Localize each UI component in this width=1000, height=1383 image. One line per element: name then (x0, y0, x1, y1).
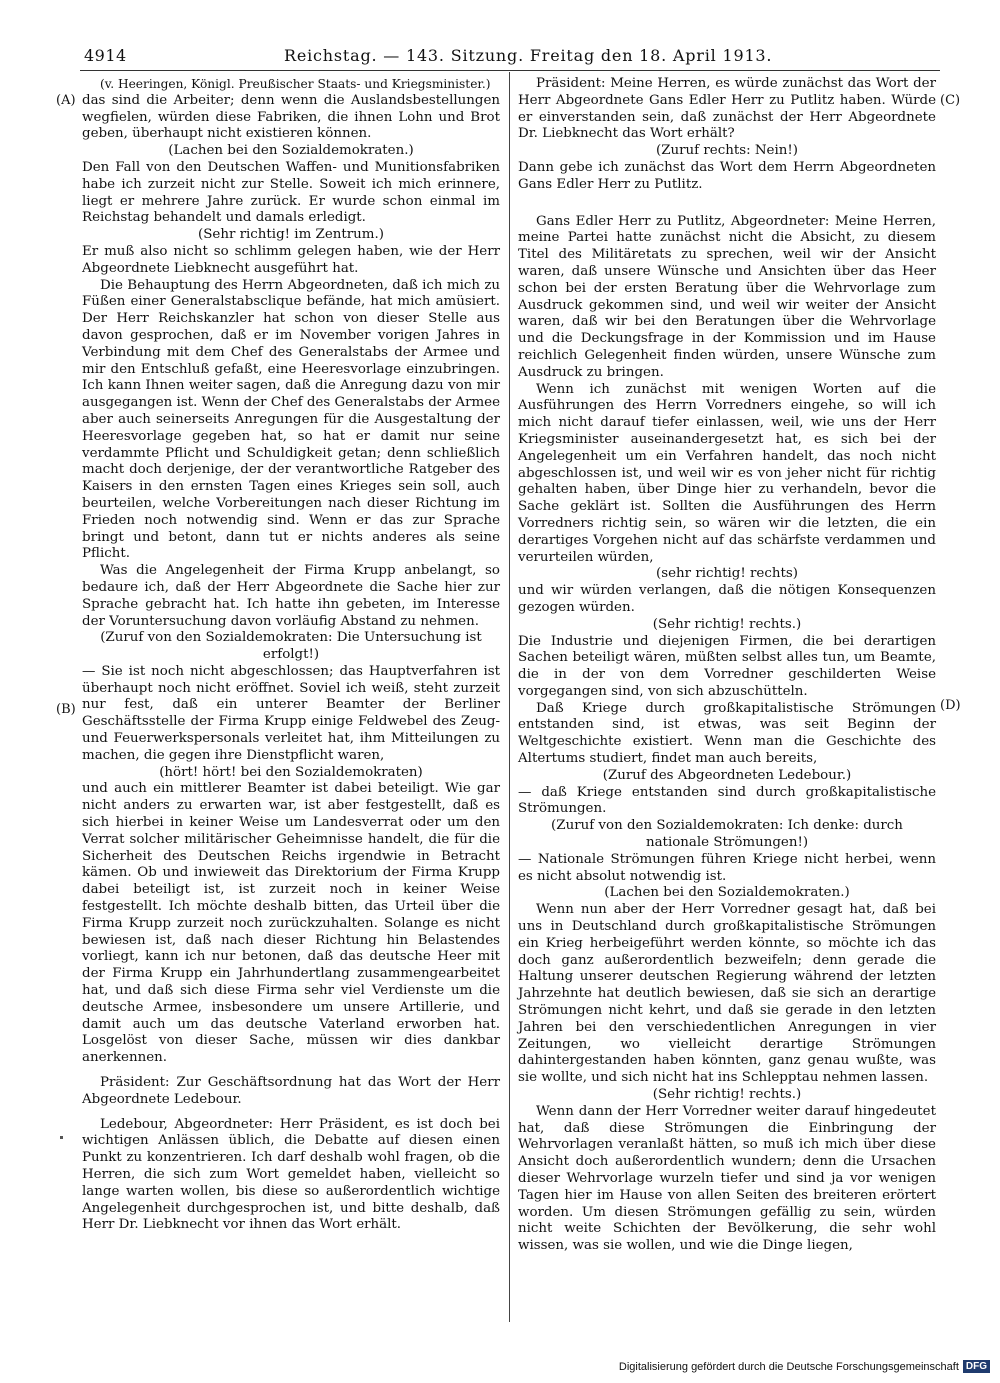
margin-tick (60, 1136, 63, 1139)
header-rule (80, 70, 940, 71)
right-paragraph: Dann gebe ich zunächst das Wort dem Herrn Abgeordneten Gans Edler Herr zu Putlitz. (518, 159, 936, 192)
footer-credit: Digitalisierung gefördert durch die Deutsche Forschungsgemeinschaft (618, 1360, 959, 1373)
left-paragraph: (hört! hört! bei den Sozialdemokraten) (159, 764, 423, 780)
footer (619, 1360, 990, 1373)
dfg-logo: DFG (963, 1360, 990, 1373)
page-header (84, 46, 936, 68)
left-paragraph: Er muß also nicht so schlimm gelegen haben, wie der Herr Abgeordnete Liebknecht ausgeführt hat. (82, 243, 500, 276)
page-number: 4914 (84, 46, 127, 65)
right-paragraph: Wenn nun aber der Herr Vorredner gesagt hat, daß bei uns in Deutschland durch großkapitalistische Strömungen ein Krieg herbeigeführt werden könnte, so möchte ich das doch ganz außerordentlich bezweifeln; denn gerade die Haltung unserer deutschen Regierung während der letzten Jahrzehnte hat deutlich bewiesen, daß sie sich an derartige Strömungen nicht kehrt, und daß sie gerade in den letzten Jahren bei den verschiedentlichen Anregungen in vier Zeitungen, wo vielleicht derartige Strömungen dahintergestanden haben könnten, ganz genau wußte, was sie wollte, und sich nicht hat ins Schlepptau nehmen lassen. (518, 902, 936, 1086)
left-paragraph: (Sehr richtig! im Zentrum.) (198, 227, 384, 243)
left-paragraph: — Sie ist noch nicht abgeschlossen; das Hauptverfahren ist überhaupt noch nicht eröffnet. Soviel ich weiß, steht zurzeit nur fest, daß ein unterer Beamter der Berliner Geschäftsstelle der Firma Krupp einige Feldwebel des Zeug- und Feuerwerkspersonals verleitet hat, ihm Mitteilungen zu machen, die gegen ihre Dienstpflicht waren, (82, 663, 500, 763)
right-paragraph: (Zuruf rechts: Nein!) (655, 143, 798, 159)
margin-marker-d: (D) (940, 698, 961, 713)
right-paragraph: (Zuruf von den Sozialdemokraten: Ich denke: durch nationale Strömungen!) (551, 818, 903, 851)
left-paragraph: das sind die Arbeiter; denn wenn die Auslandsbestellungen wegfielen, würden diese Fabriken, die ihnen Lohn und Brot geben, überhaupt nicht existieren können. (82, 92, 500, 142)
left-paragraph: Den Fall von den Deutschen Waffen- und Munitionsfabriken habe ich zurzeit nicht zur Stelle. Soweit ich mich erinnere, liegt er mehrere Jahre zurück. Er wurde schon einmal im Reichstag behandelt und damals erledigt. (82, 159, 500, 226)
left-paragraph: Ledebour, Abgeordneter: Herr Präsident, es ist doch bei wichtigen Anlässen üblich, die Debatte auf diesen einen Punkt zu konzentrieren. Ich darf deshalb wohl fragen, ob die Herren, die sich zum Wort gemeldet haben, vielleicht so lange warten wollen, bis diese so außerordentlich wichtige Angelegenheit durchgesprochen ist, und bitte deshalb, daß Herr Dr. Liebknecht vor ihnen das Wort erhält. (82, 1116, 500, 1233)
right-paragraph: Daß Kriege durch großkapitalistische Strömungen entstanden sind, ist etwas, was seit Beginn der Weltgeschichte existiert. Wenn man die Geschichte des Altertums studiert, findet man auch bereits, (518, 700, 936, 767)
right-paragraph: — daß Kriege entstanden sind durch großkapitalistische Strömungen. (518, 784, 936, 817)
right-paragraph: Die Industrie und diejenigen Firmen, die bei derartigen Sachen beteiligt wären, müßten selbst alles tun, um Beamte, die in der von dem Vorredner geschilderten Weise vorgegangen sind, von sich abzuschütteln. (518, 633, 936, 699)
right-paragraph: und wir würden verlangen, daß die nötigen Konsequenzen gezogen würden. (518, 583, 936, 615)
right-paragraph: Gans Edler Herr zu Putlitz, Abgeordneter: Meine Herren, meine Partei hatte zunächst nicht die Absicht, zu diesem Titel des Militäretats zu sprechen, weil wir der Ansicht waren, daß unsere Wünsche und Ansichten über das Heer schon bei der ersten Beratung über die Wehrvorlage zum Ausdruck gekommen sind, und weil wir weiter der Ansicht waren, daß wir bei den Beratungen über die Wehrvorlage und die Deckungsfrage in der Kommission und im Hause reichlich Gelegenheit finden würden, unsere Wünsche zum Ausdruck zu bringen. (518, 213, 936, 380)
margin-marker-a: (A) (56, 93, 76, 108)
right-paragraph: Präsident: Meine Herren, es würde zunächst das Wort der Herr Abgeordnete Gans Edler Herr zu Putlitz haben. Würde er einverstanden sein, daß zunächst der Herr Abgeordnete Dr. Liebknecht das Wort erhält? (518, 76, 936, 142)
left-paragraph: (Lachen bei den Sozialdemokraten.) (168, 143, 414, 159)
right-paragraph: (Sehr richtig! rechts.) (652, 1087, 802, 1103)
right-paragraph: (Sehr richtig! rechts.) (652, 616, 802, 632)
left-paragraph: und auch ein mittlerer Beamter ist dabei beteiligt. Wie gar nicht anders zu erwarten war, ist aber festgestellt, daß es sich hierbei in keiner Weise um Landesverrat oder um den Verrat solcher militärischer Geheimnisse handelt, die für die Sicherheit des Deutschen Reichs irgendwie in Betracht kämen. Ob und inwieweit das Direktorium der Firma Krupp dabei beteiligt ist, ist zurzeit noch in keiner Weise festgestellt. Ich möchte deshalb bitten, das Urteil über die Firma Krupp zurzeit noch zurückzuhalten. Solange es nicht bewiesen ist, daß nach dieser Richtung hin Belastendes vorliegt, kann ich nur betonen, daß das deutsche Heer mit der Firma Krupp ein Jahrhundertlang zusammengearbeitet hat, und daß sich diese Firma sehr viel Verdienste um die deutsche Armee, insbesondere um unsere Artillerie, und damit auch um das deutsche Vaterland erworben hat. Losgelöst von dieser Sache, müssen wir dies dankbar anerkennen. (82, 781, 500, 1066)
left-paragraph: (v. Heeringen, Königl. Preußischer Staats- und Kriegsminister.) (100, 77, 491, 91)
right-column (518, 76, 936, 1255)
running-title: Reichstag. — 143. Sitzung. Freitag den 18. April 1913. (284, 46, 773, 65)
right-paragraph: — Nationale Strömungen führen Kriege nicht herbei, wenn es nicht absolut notwendig ist. (518, 851, 936, 884)
margin-marker-b: (B) (56, 702, 76, 717)
right-paragraph: Wenn dann der Herr Vorredner weiter darauf hingedeutet hat, daß diese Strömungen die Einbringung der Wehrvorlagen veranlaßt hätten, so muß ich mich über diese Ansicht doch außerordentlich wundern; denn die Ursachen dieser Wehrvorlage wurzeln tiefer und sind ja vor wenigen Tagen hier im Hause von allen Seiten des breiteren erörtert worden. Um diesen Strömungen gefällig zu sein, würden nicht weite Schichten der Bevölkerung, die sehr wohl wissen, was sie wollen, und wie die Dinge liegen, (518, 1103, 936, 1254)
left-paragraph: (Zuruf von den Sozialdemokraten: Die Untersuchung ist erfolgt!) (100, 630, 482, 663)
margin-marker-c: (C) (940, 93, 961, 108)
column-divider (509, 72, 510, 1322)
left-paragraph: Was die Angelegenheit der Firma Krupp anbelangt, so bedaure ich, daß der Herr Abgeordnete die Sache hier zur Sprache gebracht hat. Ich hatte ihn gebeten, im Interesse der Voruntersuchung davon vorläufig Abstand zu nehmen. (82, 563, 500, 629)
left-column (82, 76, 500, 1234)
left-paragraph: Die Behauptung des Herrn Abgeordneten, daß ich mich zu Füßen einer Generalstabsclique befände, hat mich amüsiert. Der Herr Reichskanzler hat schon von dieser Stelle aus davon gesprochen, daß er im November vorigen Jahres in Verbindung mit dem Chef des Generalstabs der Armee und mir den Entschluß gefaßt, eine Heeresvorlage einzubringen. Ich kann Ihnen weiter sagen, daß die Anregung dazu von mir ausgegangen ist. Wenn der Chef des Generalstabs der Armee aber auch seinerseits Anregungen für die Ausgestaltung der Heeresvorlage gegeben hat, so hat er damit nur seine verdammte Pflicht und Schuldigkeit getan; denn schließlich macht doch derjenige, der der verantwortliche Ratgeber des Kaisers in den ernsten Tagen eines Krieges sein soll, auch beurteilen, welche Vorbereitungen nach dieser Richtung im Frieden noch notwendig sind. Wenn er das zur Sprache bringt und betont, dann tut er nichts anderes als seine Pflicht. (82, 277, 501, 562)
right-paragraph: (sehr richtig! rechts) (656, 566, 798, 582)
left-paragraph: Präsident: Zur Geschäftsordnung hat das Wort der Herr Abgeordnete Ledebour. (82, 1075, 500, 1107)
right-paragraph: Wenn ich zunächst mit wenigen Worten auf die Ausführungen des Herrn Vorredners eingehe, so will ich mich nicht darauf tiefer einlassen, weil, wie uns der Herr Kriegsminister auseinandergesetzt hat, es sich bei der Angelegenheit um ein Verfahren handelt, das noch nicht abgeschlossen ist, und weil wir es von jeher nicht für richtig gehalten haben, über Dinge hier zu verhandeln, bevor die Sache geklärt ist. Sollten die Ausführungen des Herrn Vorredners richtig sein, so wären wir die letzten, die ein derartiges Vorgehen nicht auf das schärfste verdammen und verurteilen würden, (518, 381, 936, 565)
right-paragraph: (Zuruf des Abgeordneten Ledebour.) (602, 767, 852, 783)
right-paragraph: (Lachen bei den Sozialdemokraten.) (604, 885, 850, 901)
